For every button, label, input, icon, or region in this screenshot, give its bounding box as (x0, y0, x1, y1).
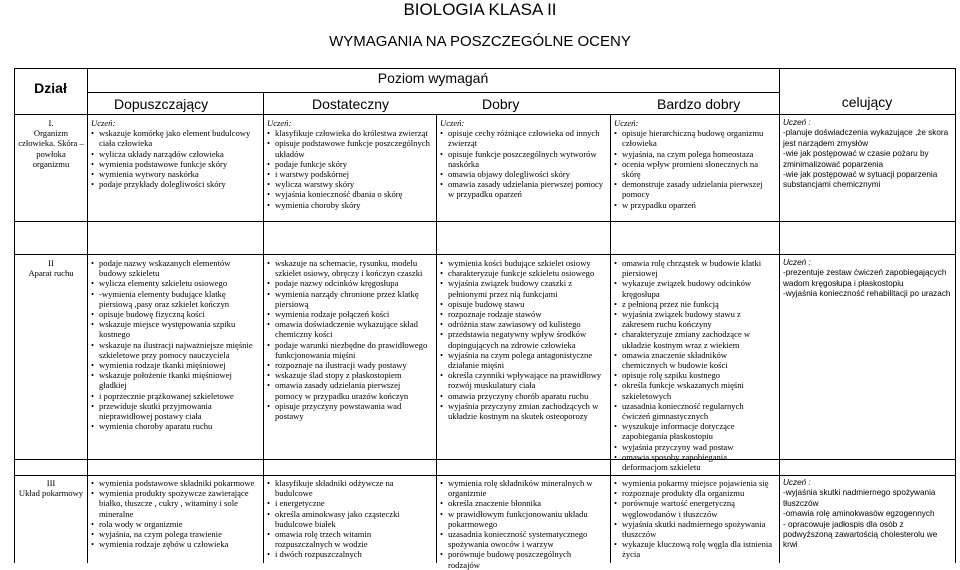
requirement-item: • wylicza warstwy skóry (275, 179, 430, 189)
requirement-item: • ocenia wpływ promieni słonecznych na skórę (622, 159, 773, 179)
requirement-list (91, 128, 257, 189)
requirement-item: • i energetyczne (275, 498, 430, 508)
row-1-bardzo-dobry (614, 118, 773, 220)
requirement-item: • wymienia kości budujące szkielet osiowy (448, 258, 604, 268)
requirement-item: • wymienia podstawowe funkcje skóry (99, 159, 257, 169)
requirement-item: • omawia rolę chrząstek w budowie klatki piersiowej (622, 258, 773, 278)
requirement-item: • podaje nazwy wskazanych elementów budowy szkieletu (99, 258, 257, 278)
requirement-item: -wyjaśnia skutki nadmiernego spożywania tłuszczów (783, 488, 936, 508)
requirement-item: • w prawidłowym funkcjonowaniu układu pokarmowego (448, 509, 604, 529)
requirement-item: • wyjaśnia związek budowy stawu z zakresem ruchu kończyny (622, 309, 773, 329)
requirement-item: • wyszukuje informacje dotyczące zapobiegania płaskostopiu (622, 421, 773, 441)
requirement-item: • klasyfikuje składniki odżywcze na budulcowe (275, 478, 430, 498)
requirement-item: • wskazuje ślad stopy z płaskostopiem (275, 370, 430, 380)
requirement-item: • rozpoznaje na ilustracji wady postawy (275, 360, 430, 370)
row-2-bardzo-dobry (614, 258, 773, 473)
requirement-item: • wymienia pokarmy miejsce pojawienia się (622, 478, 773, 488)
row-1-celujacy (783, 118, 953, 220)
requirement-item: • omawia zasady udzielania pierwszej pomocy w przypadku oparzeń (448, 179, 604, 199)
header-dostateczny: Dostateczny (312, 96, 390, 112)
requirement-item: • wymienia produkty spożywcze zawierające białko, tłuszcze , cukry , witaminy i sole mineralne (99, 488, 257, 519)
requirement-item: -prezentuje zestaw ćwiczeń zapobiegających wadom kręgosłupa i płaskostopiu (783, 268, 947, 288)
requirement-item: • demonstruje zasady udzielania pierwszej pomocy (622, 179, 773, 199)
requirement-item: • uzasadnia konieczność systematycznego spożywania owoców i warzyw (448, 529, 604, 549)
col-line-1 (87, 68, 88, 563)
requirement-item: -wyjaśnia konieczność rehabilitacji po urazach (783, 289, 951, 299)
requirement-item: • wymienia rodzaje zębów u człowieka (99, 539, 257, 549)
requirement-item: • wykazuje kluczową rolę węgla dla istnienia życia (622, 539, 773, 559)
requirement-item: • wskazuje położenie tkanki mięśniowej gładkiej (99, 370, 257, 390)
requirement-item: • porównuje budowę poszczególnych rodzajów (448, 549, 604, 569)
header-dobry: Dobry (482, 96, 520, 112)
row-3-dopuszczajacy (91, 478, 257, 562)
requirement-item: • wskazuje komórkę jako element budulcowy ciała człowieka (99, 128, 257, 148)
requirement-item: • wylicza elementy szkieletu osiowego (99, 278, 257, 288)
cell-label: Uczeń : (783, 258, 811, 267)
requirement-item: • opisuje budowę fizyczną kości (99, 309, 257, 319)
requirement-item: • podaje funkcje skóry (275, 159, 430, 169)
requirement-item: • wyjaśnia, na czym polega trawienie (99, 529, 257, 539)
cell-label: Uczeń: (440, 118, 465, 128)
requirement-item: • omawia objawy dolegliwości skóry (448, 169, 604, 179)
requirement-list (614, 478, 773, 560)
row-3-dobry (440, 478, 604, 570)
requirement-item: • uzasadnia konieczność regularnych ćwiczeń gimnastycznych (622, 401, 773, 421)
dzial-line: III (46, 478, 56, 488)
requirement-item: • przewiduje skutki przyjmowania nieprawidłowej postawy ciała (99, 401, 257, 421)
requirement-item: -omawia rolę aminokwasów egzogennych (783, 509, 935, 519)
requirement-item: • omawia rolę trzech witamin rozpuszczalnych w wodzie (275, 529, 430, 549)
requirement-item: • wymienia rodzaje połączeń kości (275, 309, 430, 319)
row-3-celujacy (783, 478, 953, 562)
requirement-item: • w przypadku oparzeń (622, 200, 773, 210)
dzial-line: Układ pokarmowy (18, 488, 84, 499)
requirements-table (14, 68, 956, 570)
table-border-left (14, 68, 15, 563)
row-1-dostateczny (267, 118, 430, 220)
header-poziom: Poziom wymagań (377, 70, 489, 86)
requirement-item: • i poprzecznie prążkowanej szkieletowe (99, 391, 257, 401)
requirement-item: • wyjaśnia, na czym polega homeostaza (622, 149, 773, 159)
requirement-item: • opisuje podstawowe funkcje poszczególnych układów (275, 138, 430, 158)
requirement-list (267, 258, 430, 421)
requirement-item: - opracowuje jadłospis dla osób z podwyższoną zawartością cholesterolu we krwi (783, 519, 938, 550)
requirement-item: • przedstawia negatywny wpływ środków dopingujących na zdrowie człowieka (448, 329, 604, 349)
dzial-line: człowieka. Skóra – (18, 138, 84, 149)
requirement-item: • wyjaśnia konieczność dbania o skórę (275, 189, 430, 199)
requirement-item: • porównuje wartość energetyczną węglowodanów i tłuszczów (622, 498, 773, 518)
requirement-item: • charakteryzuje zmiany zachodzące w układzie kostnym wraz z wiekiem (622, 329, 773, 349)
row-1-dopuszczajacy (91, 118, 257, 220)
requirement-item: • omawia zasady udzielania pierwszej pomocy w przypadku urazów kończyn (275, 380, 430, 400)
requirement-list (614, 258, 773, 472)
col-line-3 (436, 114, 437, 563)
row-3-dzial (17, 478, 85, 562)
requirement-item: • opisuje hierarchiczną budowę organizmu człowieka (622, 128, 773, 148)
cell-label: Uczeń: (91, 118, 116, 128)
requirement-item: • wykazuje związek budowy odcinków kręgosłupa (622, 278, 773, 298)
header-dzial: Dział (34, 80, 67, 96)
requirement-item: • -wymienia elementy budujące klatkę piersiową ,pasy oraz szkielet kończyn (99, 289, 257, 309)
requirement-item: • wymienia choroby aparatu ruchu (99, 421, 257, 431)
requirement-item: • omawia znaczenie składników chemicznych w budowie kości (622, 350, 773, 370)
requirement-item: • określa czynniki wpływające na prawidłowy rozwój muskulatury ciała (448, 370, 604, 390)
requirement-item: • opisuje funkcje poszczególnych wytworów naskórka (448, 149, 604, 169)
table-divider-row1 (14, 221, 956, 222)
requirement-item: • omawia sposoby zapobiegania deformacjom szkieletu (622, 452, 773, 472)
requirement-item: • i warstwy podskórnej (275, 169, 430, 179)
requirement-item: • charakteryzuje funkcje szkieletu osiowego (448, 268, 604, 278)
row-2-dostateczny (267, 258, 430, 458)
table-divider-gap1 (14, 254, 956, 255)
requirement-item: • klasyfikuje człowieka do królestwa zwierząt (275, 128, 430, 138)
requirement-item: • określa znaczenie błonnika (448, 498, 604, 508)
requirement-item: • wyjaśnia związek budowy czaszki z pełnionymi przez nią funkcjami (448, 278, 604, 298)
requirement-item: • opisuje rolę szpiku kostnego (622, 370, 773, 380)
requirement-list (440, 258, 604, 421)
requirement-item: • odróżnia staw zawiasowy od kulistego (448, 319, 604, 329)
dzial-line: Aparat ruchu (28, 268, 74, 279)
requirement-item: • omawia doświadczenie wykazujące skład chemiczny kości (275, 319, 430, 339)
row-2-celujacy (783, 258, 953, 458)
requirement-list (267, 478, 430, 560)
dzial-line: Organizm (33, 128, 69, 139)
col-line-2 (263, 92, 264, 563)
cell-label: Uczeń : (783, 478, 811, 487)
col-line-5 (779, 68, 780, 563)
cell-label: Uczeń: (614, 118, 639, 128)
requirement-item: • wskazuje na schemacie, rysunku, modelu szkielet osiowy, obręczy i kończyn czaszki (275, 258, 430, 278)
requirement-item: • wymienia wytwory naskórka (99, 169, 257, 179)
table-divider-row2 (14, 459, 956, 460)
row-2-dobry (440, 258, 604, 458)
requirement-item: • określa aminokwasy jako cząsteczki budulcowe białek (275, 509, 430, 529)
requirement-item: • określa funkcje wskazanych mięśni szkieletowych (622, 380, 773, 400)
requirement-item: • wymienia rodzaje tkanki mięśniowej (99, 360, 257, 370)
requirement-item: • wyjaśnia przyczyny zmian zachodzących w układzie kostnym na skutek osteoporozy (448, 401, 604, 421)
row-2-dzial (17, 258, 85, 458)
requirement-item: • wskazuje na ilustracji najważniejsze mięśnie szkieletowe przy pomocy nauczyciela (99, 340, 257, 360)
row-3-dostateczny (267, 478, 430, 562)
requirement-item: • rola wody w organizmie (99, 519, 257, 529)
document-subtitle: WYMAGANIA NA POSZCZEGÓLNE OCENY (329, 33, 631, 50)
requirement-list (91, 478, 257, 549)
requirement-item: • wymienia podstawowe składniki pokarmowe (99, 478, 257, 488)
requirement-item: • wyjaśnia skutki nadmiernego spożywania tłuszczów (622, 519, 773, 539)
requirement-item: • wylicza układy narządów człowieka (99, 149, 257, 159)
requirement-item: • opisuje przyczyny powstawania wad postawy (275, 401, 430, 421)
header-bardzo-dobry: Bardzo dobry (657, 96, 741, 112)
cell-label: Uczeń : (783, 118, 811, 127)
requirement-item: • rozpoznaje rodzaje stawów (448, 309, 604, 319)
requirement-item: • wskazuje miejsce występowania szpiku kostnego (99, 319, 257, 339)
requirement-item: • wyjaśnia na czym polega antagonistyczne działanie mięśni (448, 350, 604, 370)
header-dopuszczajacy: Dopuszczający (114, 96, 209, 112)
requirement-item: • i dwóch rozpuszczalnych (275, 549, 430, 559)
requirement-list (440, 128, 604, 199)
requirement-item: • wymienia rolę składników mineralnych w organizmie (448, 478, 604, 498)
requirement-item: -planuje doświadczenia wykazujące ,że skora jest narządem zmysłów (783, 128, 949, 148)
requirement-item: • wymienia choroby skóry (275, 200, 430, 210)
cell-label: Uczeń: (267, 118, 292, 128)
requirement-list (614, 128, 773, 210)
row-2-dopuszczajacy (91, 258, 257, 458)
dzial-line: II (48, 258, 54, 268)
requirement-item: • omawia przyczyny chorób aparatu ruchu (448, 391, 604, 401)
requirement-item: • opisuje cechy różniące człowieka od innych zwierząt (448, 128, 604, 148)
col-line-4 (610, 114, 611, 563)
requirement-list (267, 128, 430, 210)
requirement-item: • podaje warunki niezbędne do prawidłowego funkcjonowania mięśni (275, 340, 430, 360)
requirement-item: -wie jak postępować w sytuacji poparzenia substancjami chemicznymi (783, 170, 938, 190)
requirement-item: • wymienia narządy chronione przez klatkę piersiową (275, 289, 430, 309)
dzial-line: I. (48, 118, 54, 128)
requirement-list (91, 258, 257, 431)
row-1-dobry (440, 118, 604, 220)
requirement-list (440, 478, 604, 570)
dzial-line: powłoka organizmu (32, 148, 70, 169)
table-divider-gap2 (14, 475, 956, 476)
requirement-item: • podaje nazwy odcinków kręgosłupa (275, 278, 430, 288)
row-3-bardzo-dobry (614, 478, 773, 562)
requirement-item: -wie jak postępować w czasie pożaru by zminimalizować poparzenia (783, 149, 929, 169)
requirement-item: • podaje przykłady dolegliwości skóry (99, 179, 257, 189)
header-celujacy: celujący (841, 94, 893, 110)
table-divider-header (14, 114, 956, 115)
table-border-right (955, 68, 956, 563)
document-title: BIOLOGIA KLASA II (403, 0, 557, 19)
table-border-top (14, 68, 956, 69)
requirement-item: • rozpoznaje produkty dla organizmu (622, 488, 773, 498)
requirement-item: • wyjaśnia przyczyny wad postaw (622, 442, 773, 452)
row-1-dzial (17, 118, 85, 220)
requirement-item: • opisuje budowę stawu (448, 299, 604, 309)
requirement-item: • z pełnioną przez nie funkcją (622, 299, 773, 309)
table-divider-poziom (87, 92, 779, 93)
